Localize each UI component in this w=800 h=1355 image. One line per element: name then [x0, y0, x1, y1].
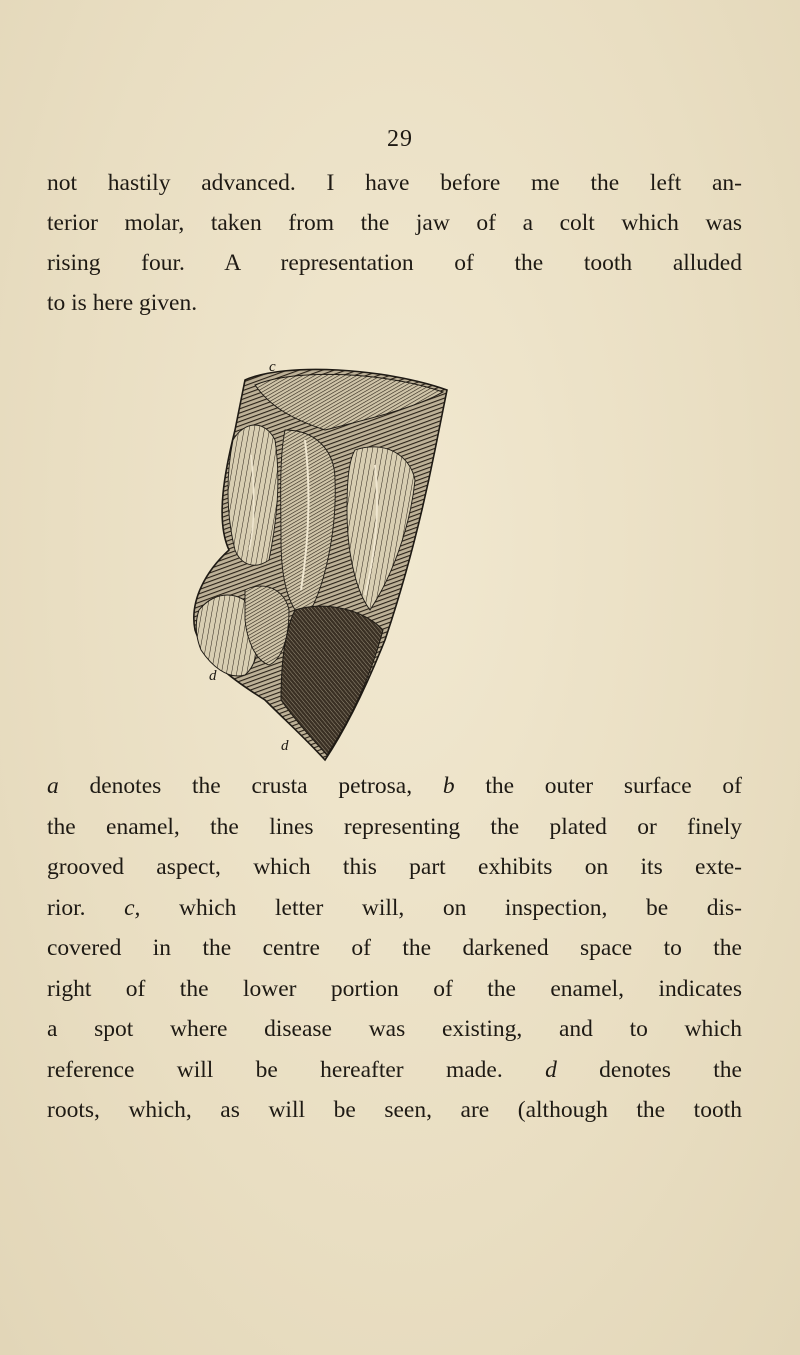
text-line: [47, 888, 742, 929]
text-run: denotes the crusta petrosa,: [58, 773, 443, 799]
text-run: the outer surface of: [454, 773, 742, 799]
text-line: [47, 1009, 742, 1050]
text-run: a spot where disease was existing, and to which: [47, 1016, 742, 1042]
text-line: to is here given.: [47, 290, 198, 316]
italic-letter: c,: [124, 894, 141, 921]
text-line: [47, 969, 742, 1010]
text-run: the enamel, the lines representing the plated or finely: [47, 813, 742, 840]
text-run: roots, which, as will be seen, are (although the tooth: [47, 1097, 742, 1123]
text-line: [47, 807, 742, 848]
text-run: rior.: [47, 894, 125, 921]
text-run: covered in the centre of the darkened space to the: [47, 935, 742, 961]
tooth-illustration: [185, 360, 485, 770]
text-line: [47, 1090, 742, 1131]
text-run: which letter will, on inspection, be dis-: [140, 894, 742, 921]
italic-letter: b: [442, 773, 455, 799]
italic-letter: d: [545, 1056, 557, 1083]
figure-label-c: c: [269, 359, 276, 375]
page-number: 29: [387, 126, 413, 152]
italic-letter: a: [47, 773, 59, 799]
text-line: [47, 1050, 742, 1091]
text-line: [47, 766, 742, 807]
text-line: [47, 928, 742, 969]
text-line: [47, 847, 742, 888]
text-run: denotes the: [556, 1056, 742, 1083]
text-run: grooved aspect, which this part exhibits on its exte-: [47, 854, 742, 880]
figure-label-d-left: d: [209, 668, 217, 684]
paragraph-top: [47, 163, 742, 323]
text-run: right of the lower portion of the enamel, indicates: [47, 975, 742, 1002]
figure-label-d-bottom: d: [281, 738, 289, 754]
text-run: reference will be hereafter made.: [47, 1056, 546, 1083]
paragraph-bottom: [47, 766, 742, 1131]
tooth-engraving: [185, 360, 485, 770]
text-line: not hastily advanced. I have before me the left an-: [47, 170, 742, 196]
text-line: rising four. A representation of the tooth alluded: [47, 250, 742, 276]
text-line: terior molar, taken from the jaw of a colt which was: [47, 210, 742, 236]
